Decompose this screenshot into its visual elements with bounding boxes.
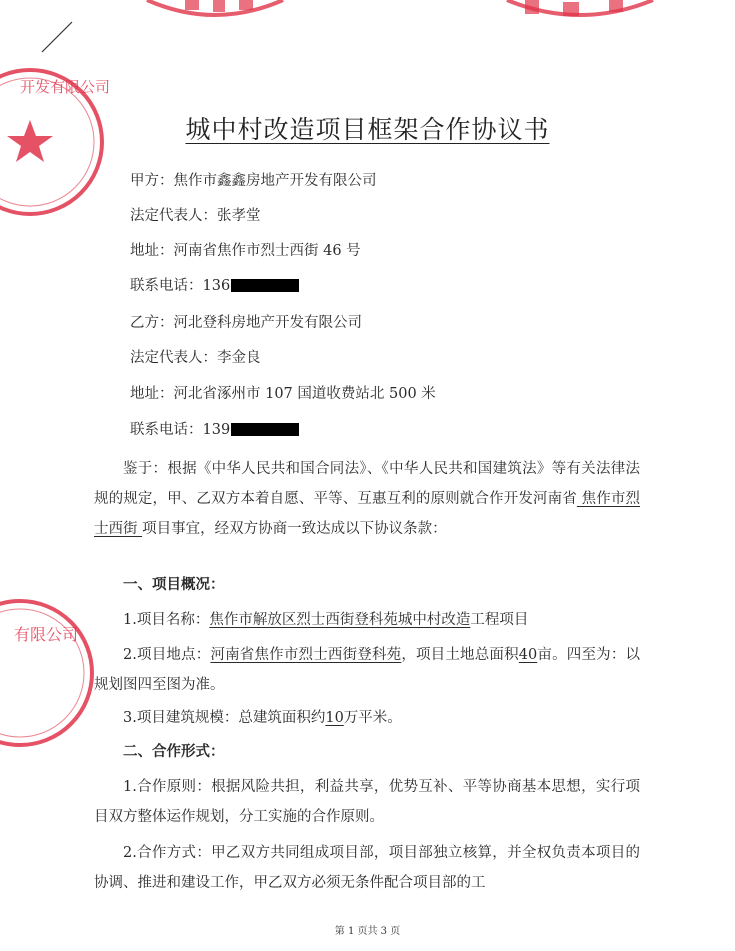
party-b-name: 乙方：河北登科房地产开发有限公司: [130, 315, 362, 331]
preamble-text: 鉴于：根据《中华人民共和国合同法》、《中华人民共和国建筑法》等有关法律法规的规定，甲、乙双方本着自愿、平等、互惠互利的原则就合作开发河南省: [94, 461, 640, 507]
project-name-value: 焦作市解放区烈士西街登科苑城中村改造: [209, 612, 471, 628]
project-area-label: ，项目土地总面积: [401, 647, 519, 663]
party-b-address: 地址：河北省涿州市 107 国道收费站北 500 米: [130, 386, 436, 402]
company-seal-top-right: [505, 0, 655, 24]
project-location-item: [94, 640, 640, 700]
project-name-tail: 工程项目: [470, 612, 529, 628]
section-1-heading: 一、项目概况：: [123, 576, 225, 593]
project-location-value: 河南省焦作市烈士西街登科苑: [210, 647, 402, 663]
cooperation-method-item: 2.合作方式：甲乙双方共同组成项目部，项目部独立核算，并全权负责本项目的协调、推进和建设工作，甲乙双方必须无条件配合项目部的工: [94, 845, 640, 891]
cooperation-principle-item: 1.合作原则：根据风险共担，利益共享，优势互补、平等协商基本思想，实行项目双方整体运作规划，分工实施的合作原则。: [94, 779, 640, 825]
party-b-phone-label: 联系电话：: [130, 422, 203, 438]
project-area-value: 40: [518, 647, 538, 663]
party-a-representative: 法定代表人：张孝堂: [130, 208, 261, 224]
svg-text:有限公司: 有限公司: [14, 625, 79, 644]
project-boundary-text: 亩。四至为：以规划图四至图为准。: [94, 647, 641, 693]
page-footer: 第 1 页共 3 页: [334, 926, 401, 937]
project-scale-unit: 万平米。: [343, 710, 402, 726]
project-location-label: 2.项目地点：: [123, 647, 211, 663]
party-b-phone-visible: 139: [202, 422, 231, 438]
redaction-bar: [231, 423, 299, 436]
project-name-label: 1.项目名称：: [123, 612, 210, 628]
party-a-phone-label: 联系电话：: [130, 278, 203, 294]
project-scale-value: 10: [325, 710, 344, 726]
preamble-text-end: 项目事宜，经双方协商一致达成以下协议条款：: [142, 521, 447, 537]
project-scale-item: [94, 703, 640, 733]
section-2-heading: 二、合作形式：: [123, 743, 225, 760]
project-name-item: [94, 605, 640, 635]
pen-mark: [38, 20, 78, 60]
document-title: 城中村改造项目框架合作协议书: [185, 115, 550, 144]
party-a-address: 地址：河南省焦作市烈士西街 46 号: [130, 243, 361, 259]
party-b-phone: [130, 420, 299, 440]
party-a-phone-visible: 136: [202, 278, 231, 294]
redaction-bar: [231, 279, 299, 292]
project-scale-label: 3.项目建筑规模：总建筑面积约: [123, 710, 326, 726]
party-b-representative: 法定代表人：李金良: [130, 350, 261, 366]
party-a-name: 甲方：焦作市鑫鑫房地产开发有限公司: [130, 173, 377, 189]
company-seal-top-center: [145, 0, 285, 24]
preamble-location: 焦作市烈士西街: [94, 491, 640, 537]
svg-text:开发有限公司: 开发有限公司: [20, 78, 110, 96]
party-a-phone: [130, 276, 299, 296]
preamble-paragraph: [94, 454, 640, 544]
